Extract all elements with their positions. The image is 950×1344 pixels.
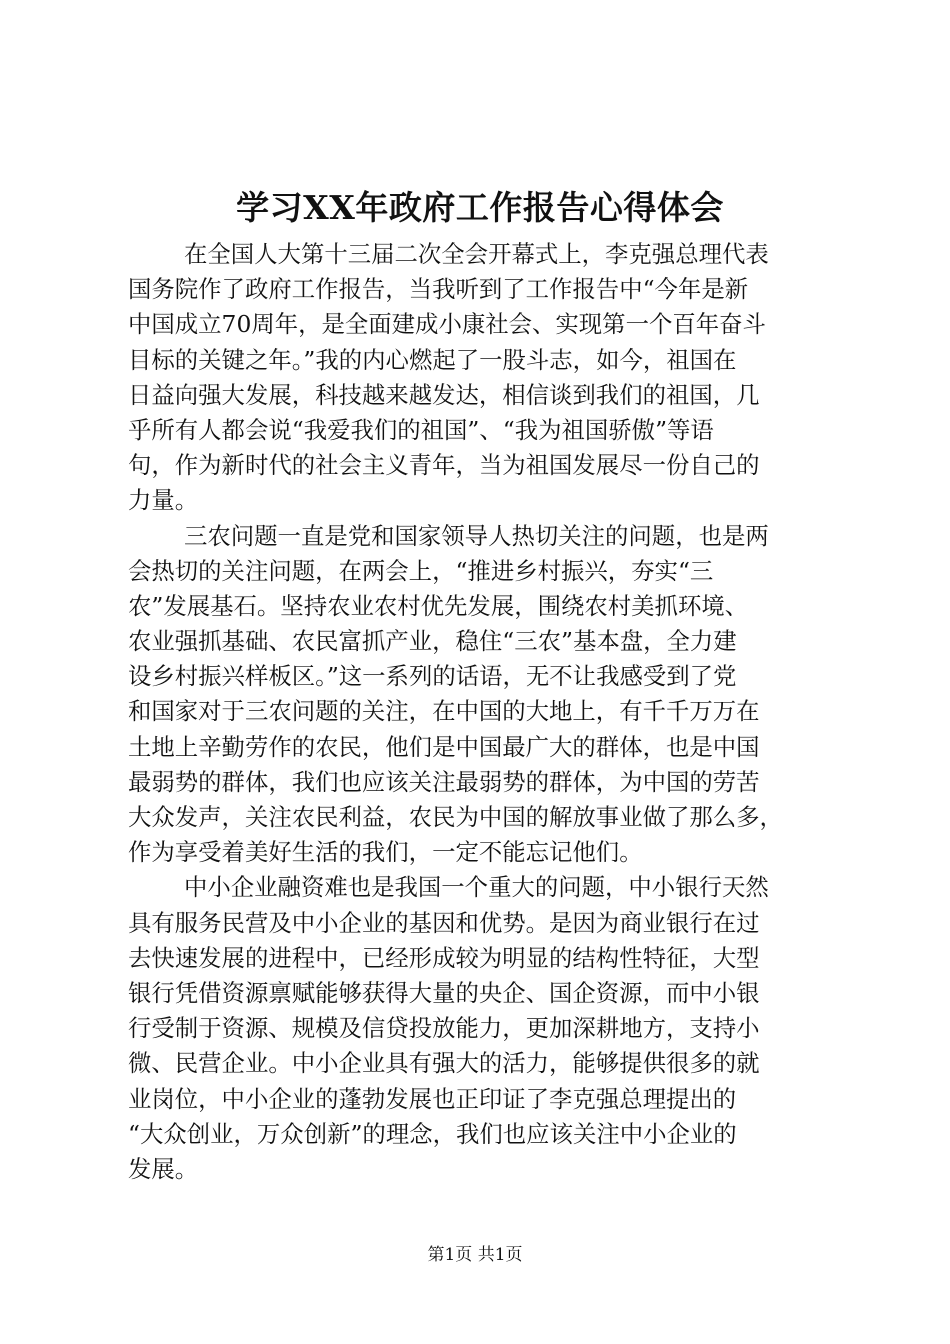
body-line: 中小企业融资难也是我国一个重大的问题，中小银行天然 <box>184 873 769 902</box>
body-line: 农业强抓基础、农民富抓产业，稳住“三农”基本盘，全力建 <box>128 627 737 656</box>
body-line: 目标的关键之年。”我的内心燃起了一股斗志，如今，祖国在 <box>128 345 737 374</box>
body-line: 最弱势的群体，我们也应该关注最弱势的群体，为中国的劳苦 <box>128 767 760 796</box>
body-line: 行受制于资源、规模及信贷投放能力，更加深耕地方，支持小 <box>128 1014 760 1043</box>
body-line: 和国家对于三农问题的关注，在中国的大地上，有千千万万在 <box>128 697 760 726</box>
page-footer: 第1页 共1页 <box>427 1245 523 1265</box>
body-line: 发展。 <box>128 1154 199 1183</box>
body-line: 作为享受着美好生活的我们，一定不能忘记他们。 <box>128 838 643 867</box>
body-line: 国务院作了政府工作报告，当我听到了工作报告中“今年是新 <box>128 275 749 304</box>
body-line: 设乡村振兴样板区。”这一系列的话语，无不让我感受到了党 <box>128 662 737 691</box>
body-line: 乎所有人都会说“我爱我们的祖国”、“我为祖国骄傲”等语 <box>128 415 714 444</box>
body-line: 农”发展基石。坚持农业农村优先发展，围绕农村美抓环境、 <box>128 591 749 620</box>
body-line: 日益向强大发展，科技越来越发达，相信谈到我们的祖国，几 <box>128 380 760 409</box>
body-line: 句，作为新时代的社会主义青年，当为祖国发展尽一份自己的 <box>128 451 760 480</box>
body-line: 大众发声，关注农民利益，农民为中国的解放事业做了那么多， <box>128 803 783 831</box>
body-line: 土地上辛勤劳作的农民，他们是中国最广大的群体，也是中国 <box>128 732 760 761</box>
body-line: 中国成立70周年，是全面建成小康社会、实现第一个百年奋斗 <box>128 310 766 339</box>
body-line: 三农问题一直是党和国家领导人热切关注的问题，也是两 <box>184 521 769 550</box>
body-line: 具有服务民营及中小企业的基因和优势。是因为商业银行在过 <box>128 908 760 937</box>
body-line: 业岗位，中小企业的蓬勃发展也正印证了李克强总理提出的 <box>128 1084 737 1113</box>
body-line: 在全国人大第十三届二次全会开幕式上，李克强总理代表 <box>184 240 769 268</box>
body-line: 银行凭借资源禀赋能够获得大量的央企、国企资源，而中小银 <box>128 978 760 1007</box>
body-line: 微、民营企业。中小企业具有强大的活力，能够提供很多的就 <box>128 1049 760 1078</box>
body-line: 力量。 <box>128 486 199 515</box>
document-title: 学习XX年政府工作报告心得体会 <box>236 188 724 227</box>
body-line: “大众创业，万众创新”的理念，我们也应该关注中小企业的 <box>128 1119 737 1148</box>
body-line: 去快速发展的进程中，已经形成较为明显的结构性特征，大型 <box>128 943 760 972</box>
document-body <box>128 237 832 1187</box>
body-line: 会热切的关注问题，在两会上，“推进乡村振兴，夯实“三 <box>128 556 714 585</box>
